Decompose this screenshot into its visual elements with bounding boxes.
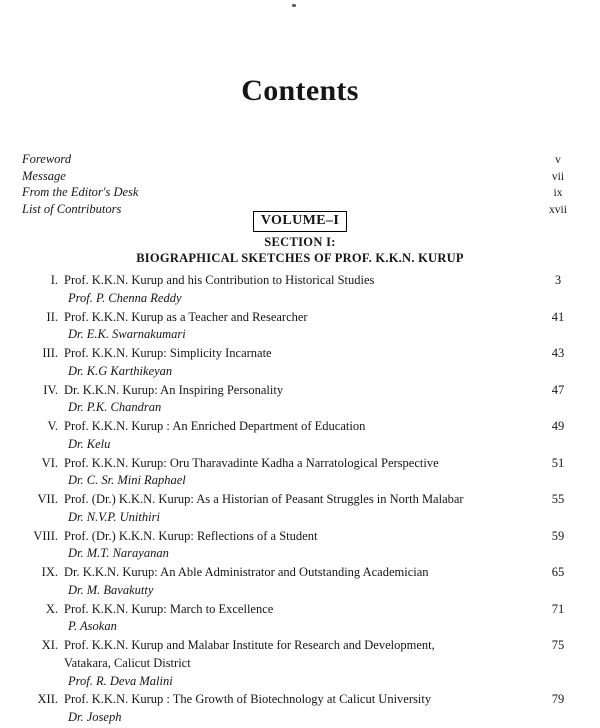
volume-box-label: VOLUME–I [253, 211, 347, 232]
toc-entry-author: Prof. P. Chenna Reddy [68, 290, 182, 305]
front-matter-list [22, 152, 578, 218]
front-matter-row [22, 185, 578, 202]
toc-entry-author: Dr. E.K. Swarnakumari [68, 327, 186, 342]
toc-entry[interactable] [22, 691, 578, 727]
toc-entry-author: Dr. N.V.P. Unithiri [68, 509, 160, 524]
toc-title-row [22, 272, 578, 290]
toc-entry-title-line: Prof. K.K.N. Kurup : The Growth of Biotechnology at Calicut University [64, 692, 432, 707]
toc-entry-page-number: 75 [551, 638, 565, 652]
section-number-label: SECTION I: [264, 235, 336, 249]
toc-entry-author: Dr. K.G Karthikeyan [68, 363, 173, 378]
toc-title-row [22, 491, 578, 509]
toc-entry-author: Dr. Kelu [68, 436, 111, 451]
toc-entry-title [64, 345, 538, 363]
toc-entry-title [64, 601, 538, 619]
toc-entry-number: IV. [43, 382, 58, 397]
toc-title-row [22, 691, 578, 709]
toc-title-row [22, 564, 578, 582]
scan-speck [292, 4, 296, 7]
toc-entry-title-line: Prof. K.K.N. Kurup and Malabar Institute for Research and Development, [64, 638, 435, 652]
toc-title-row [22, 309, 578, 327]
toc-entry-author: P. Asokan [68, 619, 117, 634]
toc-entry-page-number: 43 [551, 346, 565, 360]
toc-entry-number: XI. [41, 638, 58, 652]
toc-entry-title [64, 309, 538, 327]
front-matter-row [22, 169, 578, 186]
toc-entry[interactable] [22, 345, 578, 381]
toc-entry[interactable] [22, 528, 578, 564]
toc-entry[interactable] [22, 601, 578, 637]
toc-entry-author: Dr. M.T. Narayanan [68, 546, 169, 561]
toc-entry-author: Dr. C. Sr. Mini Raphael [68, 473, 186, 488]
toc-entry-page-number: 51 [551, 455, 565, 470]
section-heading [0, 235, 600, 266]
toc-entry[interactable] [22, 382, 578, 418]
toc-entry-number: IX. [41, 565, 58, 579]
toc-entry-author: Prof. R. Deva Malini [68, 673, 173, 688]
toc-entry-author: Dr. Joseph [68, 710, 122, 724]
toc-entry-page-number: 71 [551, 601, 565, 616]
toc-entry-number: XII. [37, 692, 58, 707]
toc-entry-number: VI. [41, 455, 58, 470]
toc-title-row [22, 418, 578, 436]
toc-entry-title [64, 491, 538, 509]
toc-entry-title [64, 418, 538, 436]
toc-entry-page-number: 65 [551, 565, 565, 579]
toc-entry-page-number: 55 [551, 492, 565, 506]
toc-entry-number: II. [46, 309, 58, 324]
front-matter-label: List of Contributors [22, 201, 122, 216]
front-matter-page-number: ix [553, 187, 563, 199]
toc-entry-page-number: 41 [551, 309, 565, 324]
volume-heading [0, 211, 600, 232]
toc-entry-title-line: Prof. K.K.N. Kurup: Simplicity Incarnate [64, 346, 272, 360]
toc-title-row [22, 637, 578, 673]
toc-entry-title [64, 637, 538, 673]
toc-title-row [22, 382, 578, 400]
toc-title-row [22, 601, 578, 619]
toc-entry-title [64, 455, 538, 473]
toc-entry-title-line: Prof. K.K.N. Kurup : An Enriched Department of Education [64, 419, 366, 433]
toc-entry-title-line: Prof. K.K.N. Kurup: March to Excellence [64, 601, 274, 616]
toc-entry-title [64, 691, 538, 709]
toc-entry-title-line: Prof. K.K.N. Kurup: Oru Tharavadinte Kadha a Narratological Perspective [64, 455, 439, 470]
toc-entry-title-line: Prof. K.K.N. Kurup as a Teacher and Researcher [64, 309, 308, 324]
front-matter-label: Foreword [22, 152, 72, 166]
front-matter-page-number: xvii [549, 203, 567, 216]
toc-entry[interactable] [22, 491, 578, 527]
toc-entry[interactable] [22, 455, 578, 491]
toc-entry-author: Dr. M. Bavakutty [68, 582, 154, 597]
toc-entry-title-continuation: Vatakara, Calicut District [64, 655, 191, 670]
toc-title-row [22, 455, 578, 473]
toc-title-row [22, 345, 578, 363]
toc-entry-number: I. [50, 273, 58, 287]
toc-entry-page-number: 49 [551, 419, 565, 433]
toc-entry[interactable] [22, 564, 578, 600]
toc-entry-page-number: 59 [551, 528, 565, 543]
table-of-contents [22, 272, 578, 728]
toc-entry-title-line: Prof. (Dr.) K.K.N. Kurup: As a Historian of Peasant Struggles in North Malabar [64, 492, 464, 506]
front-matter-label: From the Editor's Desk [22, 185, 139, 199]
toc-entry[interactable] [22, 272, 578, 308]
toc-entry[interactable] [22, 637, 578, 690]
toc-entry-number: VIII. [33, 528, 58, 543]
page-title: Contents [241, 74, 359, 107]
toc-entry-author: Dr. P.K. Chandran [68, 400, 162, 415]
toc-entry[interactable] [22, 418, 578, 454]
toc-entry-number: VII. [37, 492, 58, 506]
toc-entry-title [64, 564, 538, 582]
toc-entry-title [64, 272, 538, 290]
front-matter-row [22, 152, 578, 169]
toc-entry-number: X. [45, 601, 58, 616]
front-matter-page-number: vii [551, 170, 565, 183]
toc-entry-number: III. [42, 346, 58, 360]
toc-entry-page-number: 47 [551, 382, 565, 397]
toc-entry-title-line: Dr. K.K.N. Kurup: An Inspiring Personality [64, 382, 284, 397]
toc-entry-page-number: 79 [551, 692, 565, 707]
front-matter-label: Message [22, 168, 66, 183]
toc-entry-title [64, 382, 538, 400]
toc-entry-number: V. [47, 419, 58, 433]
front-matter-page-number: v [555, 154, 561, 166]
toc-entry-title-line: Prof. (Dr.) K.K.N. Kurup: Reflections of a Student [64, 528, 318, 543]
section-title-label: BIOGRAPHICAL SKETCHES OF PROF. K.K.N. KURUP [136, 250, 464, 265]
toc-entry[interactable] [22, 309, 578, 345]
toc-title-row [22, 528, 578, 546]
toc-entry-title-line: Prof. K.K.N. Kurup and his Contribution to Historical Studies [64, 273, 375, 287]
toc-entry-title [64, 528, 538, 546]
toc-entry-title-line: Dr. K.K.N. Kurup: An Able Administrator and Outstanding Academician [64, 565, 429, 579]
toc-entry-page-number: 3 [554, 273, 562, 287]
